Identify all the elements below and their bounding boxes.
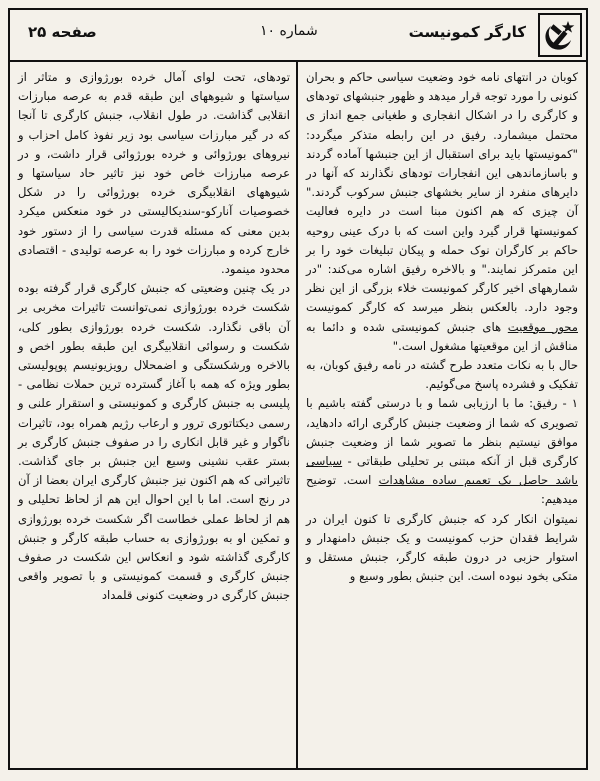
paragraph-text: ۱ - رفیق: ما با ارزیابی شما و با درستی گفته باشیم با تصویری که شما از وضعیت جنبش کارگری ارائه دادهاید، موافق نیستیم بنظر ما تصویر شما از وضعیت جنبش کارگری قبل از آنکه مبتنی بر تحلیلی طبقاتی - — [306, 396, 578, 469]
issue-number: شماره ۱۰ — [260, 23, 318, 39]
right-column — [296, 62, 586, 768]
paragraph-text: است. توضیح میدهیم: — [306, 473, 578, 507]
article-body — [10, 62, 586, 768]
paragraph-text: های جنبش کمونیستی شده و دائما به مناقش از این موقعیتها مشغول است." — [306, 319, 578, 353]
page-frame — [8, 8, 588, 770]
page-header — [10, 10, 586, 62]
paragraph-text: کوبان در انتهای نامه خود وضعیت سیاسی حاکم و بحران کنونی را مورد توجه قرار میدهد و ظهور جنبشهای تودهای و کارگری را در اشکال انفجاری و طغیانی جمع انداز ی محتمل میشمارد. رفیق در این رابطه متذکر میگردد: "کمونیستها باید برای استقبال از این جنبشها آماده گردند و باسازماندهی این انفجارات تودهای نگذارند که آنها در دایرهای منفرد از سایر بخشهای جنبش سرکوب گردند." آن چیزی که هم اکنون مبنا است در دایره فعالیت کمونیستها قرار گیرد واین است که با درک عینی روحیه حاکم بر کارگران نوک حمله و پیکان تبلیغات خود را بر این متمرکز نمایند." و بالاخره رفیق اشاره می‌کند: "در شمارههای اخیر کارگر کمونیست خلاء بزرگی از این نظر وجود دارد. بالعکس بنظر میرسد که کارگر کمونیست — [306, 70, 578, 315]
publication-title: کارگر کمونیست — [408, 23, 526, 41]
paragraph: تودهای، تحت لوای آمال خرده بورژوازی و متاثر از سیاستها و شیوههای این طبقه قدم به عرصه مبارزات انقلابی گذاشت. در طول انقلاب، جنبش کارگری تا آنجا که در گیر مبارزات سیاسی بود زیر نفوذ کامل احزاب و نیروهای بورژوائی و خرده بورژوائی قرار داشت، و در عرصه مبارزات خاص خود نیز تاثیر حاد سیاستها و شیوههای انقلابیگری خرده بورژوائی را در شکل خصوصیات آنارکو-سندیکالیستی در خود منعکس میکرد بدین معنی که مسئله قدرت سیاسی را از دستور خود خارج کرده و مبارزات خود را به عرصه تولیدی - اقتصادی محدود مینمود. — [18, 70, 290, 277]
left-column — [10, 62, 298, 768]
paragraph — [306, 68, 578, 356]
underlined-phrase: محور موقعیت — [507, 319, 578, 334]
paragraph — [306, 394, 578, 509]
paragraph: در یک چنین وضعیتی که جنبش کارگری قرار گرفته بوده شکست خرده بورژوازی نمی‌توانست تاثیرات مخربی بر آن باقی نگذارد. شکست خرده بورژوازی بطور کلی، شکست و رسوائی انقلابیگری این طبقه بطور اخص و بالاخره ورشکستگی و اضمحلال رویزیونیسم پوپولیستی بطور ویژه که همه با آغاز گسترده ترین حملات نظامی - پلیسی به جنبش کارگری و کمونیستی و استقرار علنی و رسمی دیکتاتوری ترور و ارعاب رژیم همراه بود، تاثیرات ناگوار و غیر قابل انکاری را در صفوف جنبش کارگری بر بستر عقب نشینی وسیع این جنبش بر جای گذاشت. تاثیراتی که هم اکنون نیز جنبش کارگری ایران بعضا از آن در رنج است. اما با این احوال این هم از لحاظ تحلیلی و هم از لحاظ عملی خطاست اگر شکست خرده بورژوازی و تمکین او به بورژوازی به حساب طبقه کارگر و جنبش کارگری گذاشته شود و انعکاس این شکست در صفوف جنبش کارگری و قسمت کمونیستی و با تصویر واقعی جنبش کارگری در وضعیت کنونی قلمداد — [18, 281, 290, 603]
paragraph: نمیتوان انکار کرد که جنبش کارگری تا کنون ایران در شرایط فقدان حزب کمونیست و یک جنبش دامنهدار و استوار حزبی در درون طبقه کارگر، جنبش مستقل و متکی بخود نبوده است. این جنبش بطور وسیع و — [306, 511, 578, 584]
hammer-sickle-star-icon — [538, 13, 582, 57]
underlined-phrase: سیاسی باشد حاصل یک تعمیم ساده مشاهدات — [306, 454, 579, 488]
paragraph: حال با به نکات متعدد طرح گشته در نامه رفیق کوبان، به تفکیک و فشرده پاسخ می‌گوئیم. — [306, 358, 578, 392]
page-number: صفحه ۲۵ — [28, 23, 97, 41]
